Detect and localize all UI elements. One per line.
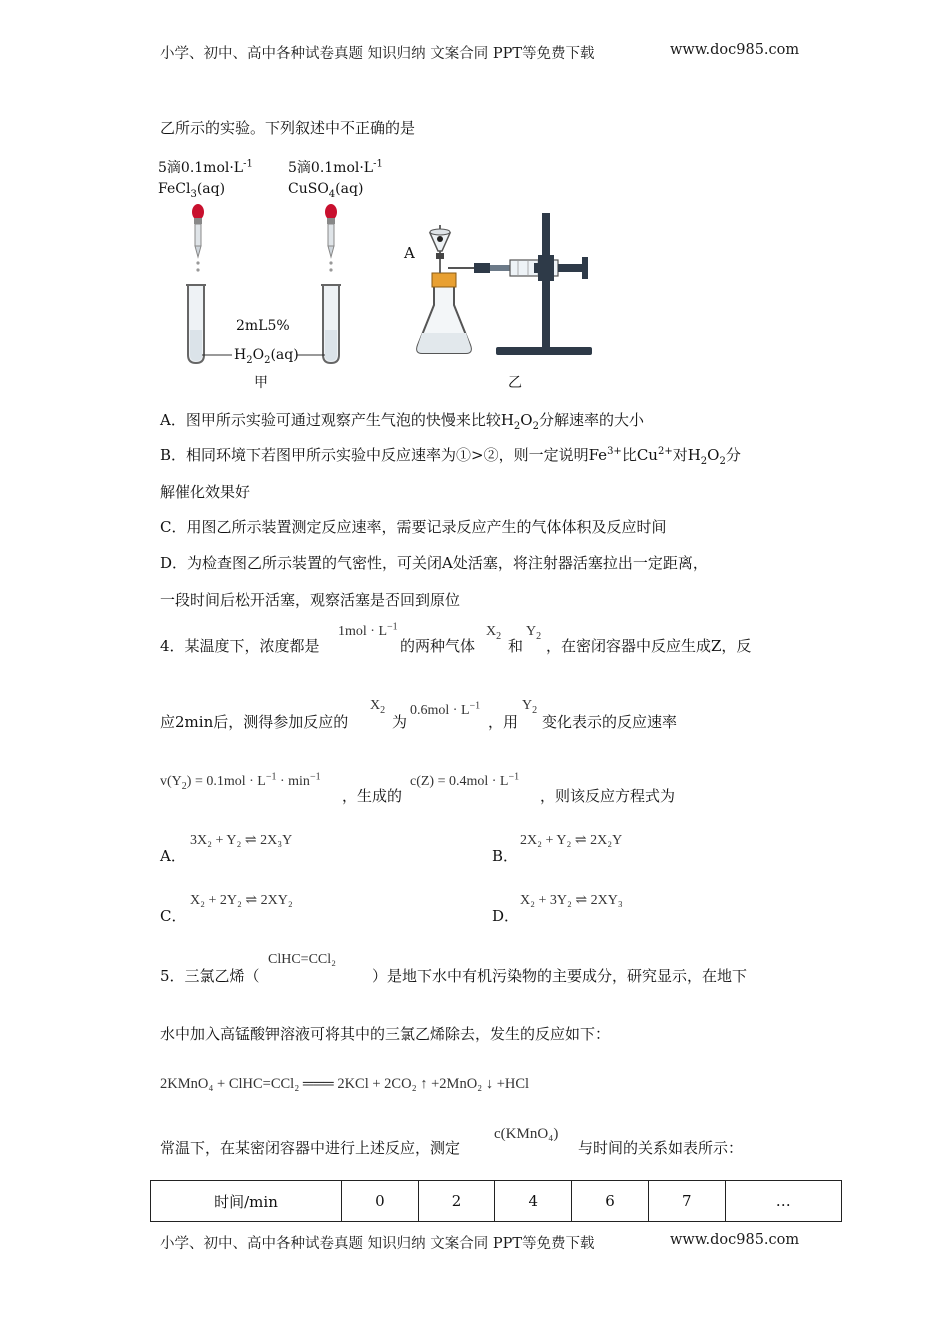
q4-option-d-eq: X₂ + 3Y₂ ⇌ 2XY₃	[520, 893, 623, 908]
q4-line2-d: 变化表示的反应速率	[542, 713, 678, 731]
table-cell: …	[725, 1181, 841, 1222]
table-cell: 2	[418, 1181, 495, 1222]
q4-option-c-label: C．	[160, 907, 187, 925]
q4-conc-1mol: $1mol \cdot L^{-1}$	[338, 621, 398, 639]
q4-conc-06: $0.6mol \cdot L^{-1}$	[410, 700, 481, 718]
q4-z-conc: $c(Z) = 0.4mol \cdot L^{-1}$	[410, 771, 520, 789]
test-tube-2-icon	[321, 285, 341, 363]
q5-line1-a: 5．三氯乙烯（	[160, 967, 260, 985]
q4-y2-rate: $Y_2$	[522, 698, 538, 716]
q5-line2: 水中加入高锰酸钾溶液可将其中的三氯乙烯除去，发生的反应如下：	[160, 1025, 611, 1043]
q4-option-c-eq: X₂ + 2Y₂ ⇌ 2XY₂	[190, 893, 293, 908]
q4-line3-b: ，则该反应方程式为	[540, 787, 676, 805]
q5-line3-a: 常温下，在某密闭容器中进行上述反应，测定	[160, 1139, 461, 1157]
q3-option-a: A．图甲所示实验可通过观察产生气泡的快慢来比较$H_2O_2$分解速率的大小	[160, 411, 644, 432]
footer-left: 小学、初中、高中各种试卷真题 知识归纳 文案合同 PPT等免费下载	[160, 1236, 595, 1252]
q5-line3-b: 与时间的关系如表所示：	[578, 1139, 744, 1157]
q4-line1-a: 4．某温度下，浓度都是	[160, 637, 320, 655]
test-tube-1-icon	[186, 285, 206, 363]
q4-y2: $Y_2$	[526, 624, 542, 642]
table-header-cell: 时间/min	[151, 1181, 342, 1222]
table-cell: 6	[572, 1181, 649, 1222]
q4-rate-expression: $v(Y_2) = 0.1mol \cdot L^{-1} \cdot \min^{-1}$	[160, 771, 321, 792]
q4-line3-a: ，生成的	[342, 787, 403, 805]
label-fecl3-conc: 5滴$0.1mol\cdot L^{-1}$	[158, 158, 253, 176]
iron-stand-icon	[496, 213, 592, 355]
q5-kmno4-conc: c(KMnO₄)	[494, 1126, 559, 1142]
q3-intro: 乙所示的实验。下列叙述中不正确的是	[160, 119, 416, 137]
q4-option-d-label: D．	[492, 907, 520, 925]
caption-yi: 乙	[508, 375, 522, 391]
dropper-fecl3-icon	[192, 204, 204, 272]
q5-time-table	[150, 1180, 842, 1222]
q3-option-b: B．相同环境下若图甲所示实验中反应速率为①>②，则一定说明$Fe^{3+}$比$Cu^{2+}$对$H_2O_2$分	[160, 446, 741, 467]
table-row	[151, 1181, 842, 1222]
q4-line1-b: 的两种气体	[400, 637, 476, 655]
header-url[interactable]: www.doc985.com	[670, 42, 800, 58]
q5-line1-b: ）是地下水中有机污染物的主要成分，研究显示，在地下	[372, 967, 748, 985]
q4-line1-d: ，在密闭容器中反应生成Z，反	[546, 637, 752, 655]
label-cuso4-conc: 5滴$0.1mol\cdot L^{-1}$	[288, 158, 383, 176]
label-h2o2: $H_2O_2(aq)$	[234, 347, 299, 366]
q4-and: 和	[508, 637, 524, 655]
q4-line2-a: 应2min后，测得参加反应的	[160, 713, 349, 731]
flask-with-funnel-icon	[417, 225, 474, 353]
q3-option-d: D．为检查图乙所示装置的气密性，可关闭A处活塞，将注射器活塞拉出一定距离，	[160, 554, 708, 572]
table-cell: 0	[342, 1181, 419, 1222]
header-left: 小学、初中、高中各种试卷真题 知识归纳 文案合同 PPT等免费下载	[160, 46, 595, 62]
q3-option-d-cont: 一段时间后松开活塞，观察活塞是否回到原位	[160, 591, 461, 609]
q5-trichloroethylene: ClHC=CCl₂	[268, 952, 337, 967]
q4-line2-c: ，用	[488, 713, 519, 731]
table-cell: 4	[495, 1181, 572, 1222]
q4-line2-b: 为	[392, 713, 408, 731]
label-h2o2-volume: 2mL5%	[236, 318, 290, 334]
q4-option-a-label: A．	[160, 847, 186, 865]
label-cuso4: CuSO$_4$(aq)	[288, 181, 364, 200]
label-fecl3: FeCl$_3$(aq)	[158, 181, 226, 200]
syringe-icon	[474, 257, 588, 279]
caption-jia: 甲	[254, 375, 268, 391]
label-stopcock-a: A	[404, 244, 415, 262]
table-cell: 7	[648, 1181, 725, 1222]
q4-x2: $X_2$	[486, 624, 502, 642]
q5-reaction-equation: 2KMnO₄ + ClHC=CCl₂ ═══ 2KCl + 2CO₂ ↑ +2MnO₂ ↓ +HCl	[160, 1076, 530, 1092]
q4-x2-reacted: $X_2$	[370, 698, 386, 716]
q3-option-b-cont: 解催化效果好	[160, 483, 251, 501]
q4-option-b-label: B．	[492, 847, 519, 865]
dropper-cuso4-icon	[325, 204, 337, 272]
q3-option-c: C．用图乙所示装置测定反应速率，需要记录反应产生的气体体积及反应时间	[160, 518, 667, 536]
q4-option-a-eq: 3X₂ + Y₂ ⇌ 2X₃Y	[190, 833, 293, 848]
footer-url[interactable]: www.doc985.com	[670, 1232, 800, 1248]
q4-option-b-eq: 2X₂ + Y₂ ⇌ 2X₂Y	[520, 833, 623, 848]
